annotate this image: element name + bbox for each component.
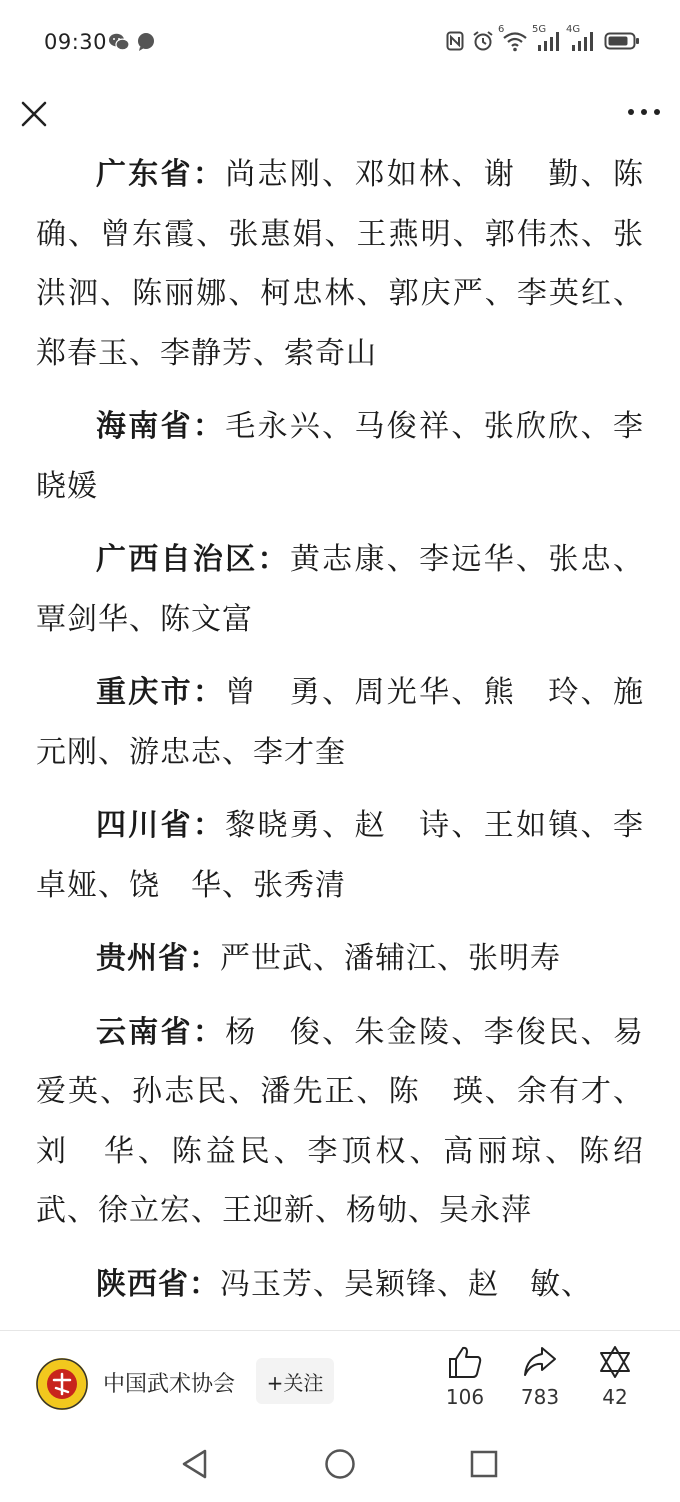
name-list: 杨 俊、朱金陵、李俊民、易爱英、孙志民、潘先正、陈 瑛、余有才、刘 华、陈益民、李顶权、高丽琼、陈绍武、徐立宏、王迎新、杨劬、吴永萍 [36,1014,644,1228]
avatar[interactable] [36,1358,88,1410]
share-count: 783 [520,1385,560,1409]
chat-bubble-icon [136,32,156,52]
paragraph-sichuan [0,796,680,915]
region-label: 陕西省： [96,1266,220,1302]
name-list: 毛永兴、马俊祥、张欣欣、李晓媛 [36,409,644,504]
paragraph-guizhou [0,929,680,989]
region-label: 贵州省： [96,941,220,976]
battery-icon [604,31,640,51]
follow-button[interactable]: +关注 [256,1358,334,1404]
paragraph-chongqing [0,663,680,782]
share-icon [522,1345,558,1379]
region-label: 重庆市： [96,675,226,710]
wifi-icon [502,30,528,52]
paragraph-yunnan [0,1003,680,1241]
status-bar [0,0,680,88]
home-circle-icon[interactable] [324,1448,356,1480]
region-label: 云南省： [96,1014,226,1050]
like-button[interactable] [435,1345,495,1409]
name-list: 严世武、潘辅江、张明寿 [220,941,561,976]
status-left-icons [108,32,156,52]
region-label: 广西自治区： [96,542,290,577]
nfc-icon [446,31,464,51]
signal-4g-label: 4G [566,24,581,35]
author-name[interactable]: 中国武术协会 [103,1372,236,1397]
signal-5g-label: 5G [532,24,547,35]
like-count: 106 [445,1385,485,1409]
system-nav-bar [0,1422,680,1502]
wifi-label: 6 [498,24,505,35]
paragraph-shaanxi [0,1255,680,1315]
wifi-indicator [498,24,528,52]
name-list: 黄志康、李远华、张忠、覃剑华、陈文富 [36,542,644,637]
status-right-icons [446,24,640,52]
article-body [0,145,680,1330]
wushu-logo-icon [36,1358,88,1410]
signal-4g [566,24,596,52]
wechat-icon [108,32,130,52]
name-list: 尚志刚、邓如林、谢 勤、陈 确、曾东霞、张惠娟、王燕明、郭伟杰、张洪泗、陈丽娜、柯忠林、郭庆严、李英红、郑春玉、李静芳、索奇山 [36,157,675,371]
region-label: 四川省： [96,808,226,843]
paragraph-guangdong [0,145,680,383]
favorite-button[interactable] [585,1345,645,1409]
paragraph-guangxi [0,530,680,649]
status-time: 09:30 [44,30,108,54]
paragraph-hainan [0,397,680,516]
region-label: 广东省： [96,157,226,192]
bottom-action-bar [0,1330,680,1423]
favorite-count: 42 [602,1385,628,1409]
thumbs-up-icon [447,1345,483,1379]
recents-square-icon[interactable] [469,1448,499,1480]
share-button[interactable] [510,1345,570,1409]
name-list: 曾 勇、周光华、熊 玲、施元刚、游忠志、李才奎 [36,675,644,770]
name-list: 冯玉芳、吴颖锋、赵 敏、 [220,1266,592,1302]
region-label: 海南省： [96,409,226,444]
more-icon[interactable] [626,100,662,124]
alarm-icon [472,30,494,52]
name-list: 黎晓勇、赵 诗、王如镇、李卓娅、饶 华、张秀清 [36,808,644,903]
back-triangle-icon[interactable] [180,1448,210,1480]
signal-5g [532,24,562,52]
close-icon[interactable] [18,98,50,130]
star-of-david-icon [597,1345,633,1379]
